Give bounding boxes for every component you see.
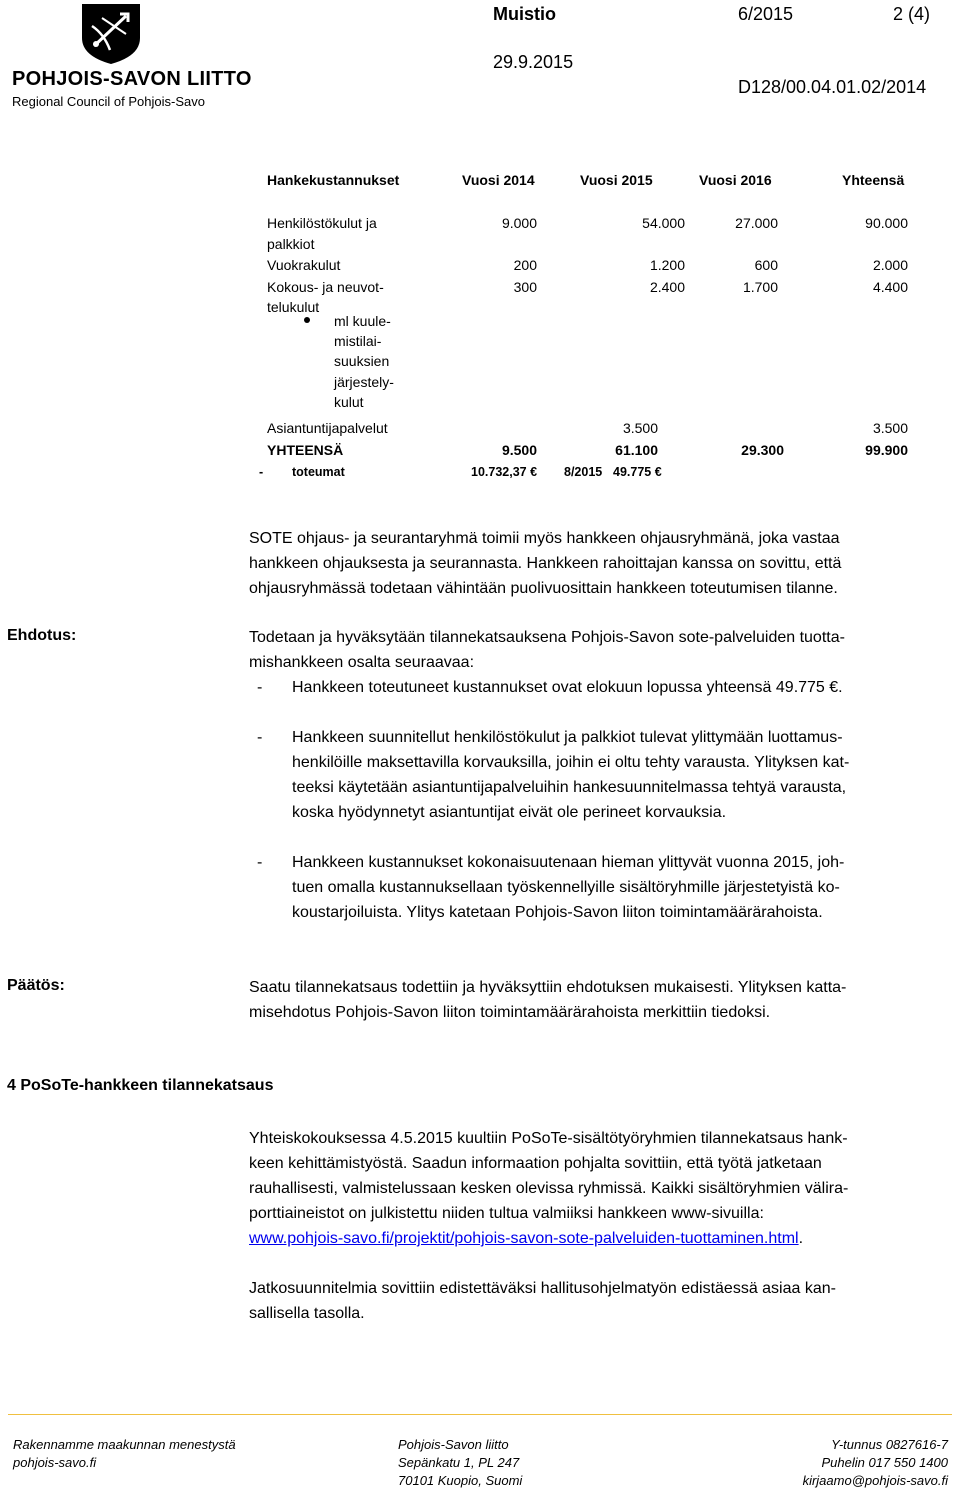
decision-text [249,975,949,1025]
table-cell: 54.000 [642,215,685,231]
table-total-cell: 29.300 [741,442,784,458]
text-line: SOTE ohjaus- ja seurantaryhmä toimii myös hankkeen ohjausryhmänä, joka vastaa [249,530,840,547]
organization-subtitle: Regional Council of Pohjois-Savo [12,94,205,109]
footer-line: Sepänkatu 1, PL 247 [398,1455,520,1470]
table-header-cell: Vuosi 2014 [462,172,535,188]
text-line: misehdotus Pohjois-Savon liiton toimintamäärärahoista merkittiin tiedoksi. [249,1004,771,1021]
footer-phone: Puhelin 017 550 1400 [821,1455,948,1470]
proposal-intro [249,625,949,675]
page-number: 2 (4) [893,4,931,24]
list-dash: - [257,854,263,871]
table-row-label: Asiantuntijapalvelut [267,420,388,436]
text-line: Hankkeen suunnitellut henkilöstökulut ja palkkiot tulevat ylittymään luottamus- [292,729,843,746]
text-line: Hankkeen kustannukset kokonaisuutenaan hieman ylittyvät vuonna 2015, joh- [292,854,845,871]
decision-label: Päätös: [7,977,65,994]
proposal-item-3 [257,850,957,925]
text-line: sallisella tasolla. [249,1305,365,1322]
realized-dash: - [259,465,264,479]
list-dash: - [257,729,263,746]
table-row-label: Henkilöstökulut ja [267,215,377,231]
table-header-cell: Vuosi 2016 [699,172,772,188]
text-line: Jatkosuunnitelmia sovittiin edistettäväksi hallitusohjelmatyön edistäessä asiaa kan- [249,1280,836,1297]
footer-col-address [398,1436,522,1490]
text-line [249,1226,954,1251]
table-cell: 2.000 [872,257,908,273]
text-line: keen kehittämistyöstä. Saadun informaation pohjalta sovittiin, että työtä jatketaan [249,1155,822,1172]
list-dash: - [257,679,263,696]
text-line: koska hyödynnetyt asiantuntijat eivät ole perineet korvauksia. [292,804,727,821]
organization-logo [12,4,252,109]
footer-slogan: Rakennamme maakunnan menestystä [13,1437,236,1452]
table-row-label: telukulut [267,299,320,315]
document-number: 6/2015 [738,4,794,24]
table-sub-label: mistilai- [334,333,382,349]
footer-line: 70101 Kuopio, Suomi [398,1473,523,1488]
text-line: koustarjoiluista. Ylitys katetaan Pohjois-Savon liiton toimintamäärärahoista. [292,904,823,921]
table-cell: 90.000 [865,215,908,231]
table-total-cell: 99.900 [865,442,908,458]
table-cell: 600 [754,257,778,273]
table-total-cell: 61.100 [615,442,658,458]
proposal-item-1 [257,675,957,700]
table-cell: 4.400 [872,279,908,295]
table-cell: 3.500 [872,420,908,436]
text-line: rauhallisesti, valmistelussaan kesken olevissa ryhmissä. Kaikki sisältöryhmien välira- [249,1180,849,1197]
link-suffix: . [798,1230,804,1247]
text-line: henkilöille maksettavilla korvauksilla, joihin ei oltu tehty varausta. Ylityksen kat- [292,754,850,771]
proposal-item-2 [257,725,957,825]
footer-email: kirjaamo@pohjois-savo.fi [802,1473,948,1488]
section-heading: 4 PoSoTe-hankkeen tilannekatsaus [7,1077,274,1094]
proposal-label: Ehdotus: [7,627,77,644]
document-date: 29.9.2015 [493,52,574,72]
table-cell: 3.500 [622,420,658,436]
table-row-label: Kokous- ja neuvot- [267,279,384,295]
table-header-cell: Yhteensä [842,172,905,188]
footer-divider [8,1414,952,1415]
footer-col-slogan [13,1436,236,1472]
bullet-dot-icon [304,317,310,323]
document-type: Muistio [493,4,556,24]
table-cell: 2.400 [649,279,685,295]
table-cell: 9.000 [501,215,537,231]
text-line: mishankkeen osalta seuraavaa: [249,654,475,671]
section4-paragraph-1 [249,1126,954,1251]
table-row-label: Vuokrakulut [267,257,341,273]
crossbow-emblem-icon [80,4,142,64]
table-total-cell: 9.500 [501,442,537,458]
realized-label: toteumat [292,465,345,479]
realized-period: 8/2015 [564,465,603,479]
organization-name: POHJOIS-SAVON LIITTO [12,68,252,90]
table-cell: 27.000 [735,215,778,231]
text-line: porttiaineistot on julkistettu niiden tultua valmiiksi hankkeen www-sivuilla: [249,1205,764,1222]
realized-amount: 10.732,37 € [471,465,538,479]
document-reference: D128/00.04.01.02/2014 [738,77,927,97]
table-cell: 200 [513,257,537,273]
paragraph-steering-group [249,526,949,601]
table-sub-label: kulut [334,394,364,410]
table-sub-label: suuksien [334,353,390,369]
footer-website: pohjois-savo.fi [13,1455,97,1470]
realized-total: 49.775 € [613,465,662,479]
footer-col-contact [803,1436,948,1490]
section4-paragraph-2 [249,1276,954,1326]
text-line: Todetaan ja hyväksytään tilannekatsauksena Pohjois-Savon sote-palveluiden tuotta- [249,629,845,646]
footer-business-id: Y-tunnus 0827616-7 [831,1437,948,1452]
text-line: Saatu tilannekatsaus todettiin ja hyväksyttiin ehdotuksen mukaisesti. Ylityksen katta- [249,979,847,996]
text-line: tuen omalla kustannuksellaan työskennellyille sisältöryhmille järjestetyistä ko- [292,879,840,896]
table-header-cell: Vuosi 2015 [580,172,653,188]
table-row-label: palkkiot [267,236,315,252]
table-sub-label: ml kuule- [334,313,391,329]
table-cell: 1.200 [649,257,685,273]
text-line: Yhteiskokouksessa 4.5.2015 kuultiin PoSoTe-sisältötyöryhmien tilannekatsaus hank- [249,1130,848,1147]
table-header-cell: Hankekustannukset [267,172,400,188]
text-line: Hankkeen toteutuneet kustannukset ovat elokuun lopussa yhteensä 49.775 €. [292,679,843,696]
project-page-link[interactable]: www.pohjois-savo.fi/projektit/pohjois-savon-sote-palveluiden-tuottaminen.html [249,1230,799,1247]
footer-line: Pohjois-Savon liitto [398,1437,509,1452]
table-total-label: YHTEENSÄ [267,442,344,458]
table-cell: 1.700 [742,279,778,295]
text-line: ohjausryhmässä todetaan vähintään puolivuosittain hankkeen toteutumisen tilanne. [249,580,838,597]
text-line: hankkeen ohjauksesta ja seurannasta. Hankkeen rahoittajan kanssa on sovittu, että [249,555,842,572]
table-sub-label: järjestely- [334,374,394,390]
text-line: teeksi käytetään asiantuntijapalveluihin hankesuunnitelmassa tehtyä varausta, [292,779,847,796]
table-cell: 300 [513,279,537,295]
